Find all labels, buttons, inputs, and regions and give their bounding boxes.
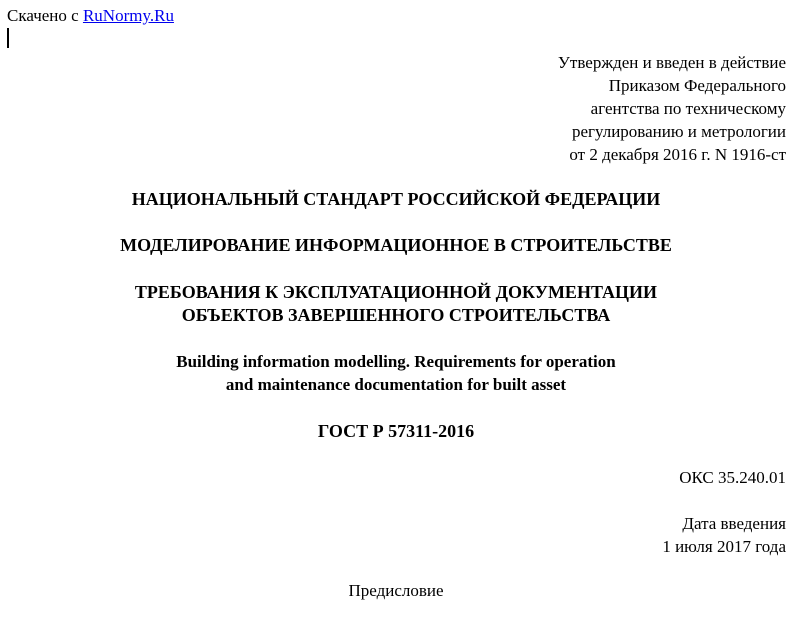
national-standard-heading: НАЦИОНАЛЬНЫЙ СТАНДАРТ РОССИЙСКОЙ ФЕДЕРАЦИИ [131,189,661,209]
approval-line: агентства по техническому [590,99,786,118]
gost-number: ГОСТ Р 57311-2016 [317,421,475,441]
source-prefix: Скачено с [7,6,83,25]
approval-line: регулированию и метрологии [571,122,786,141]
approval-line: Приказом Федерального [608,76,786,95]
approval-line: от 2 декабря 2016 г. N 1916-ст [569,145,786,164]
english-title [0,350,792,396]
requirements-line-1: ТРЕБОВАНИЯ К ЭКСПЛУАТАЦИОННОЙ ДОКУМЕНТАЦИИ [134,282,658,302]
approval-block [558,51,786,166]
approval-line: Утвержден и введен в действие [557,53,786,72]
subject-heading: МОДЕЛИРОВАНИЕ ИНФОРМАЦИОННОЕ В СТРОИТЕЛЬСТВЕ [120,235,672,255]
oks-code: ОКС 35.240.01 [679,468,786,487]
introduction-date-label: Дата введения [682,514,786,533]
text-cursor [7,28,9,48]
requirements-line-2: ОБЪЕКТОВ ЗАВЕРШЕННОГО СТРОИТЕЛЬСТВА [181,305,611,325]
source-link[interactable]: RuNormy.Ru [82,6,174,25]
introduction-date-block [662,512,786,558]
preface-heading: Предисловие [348,581,444,600]
english-title-line-1: Building information modelling. Requirements for operation [176,352,616,371]
introduction-date-value: 1 июля 2017 года [662,537,786,556]
english-title-line-2: and maintenance documentation for built asset [225,375,567,394]
source-line [7,6,174,26]
requirements-heading [0,281,792,327]
